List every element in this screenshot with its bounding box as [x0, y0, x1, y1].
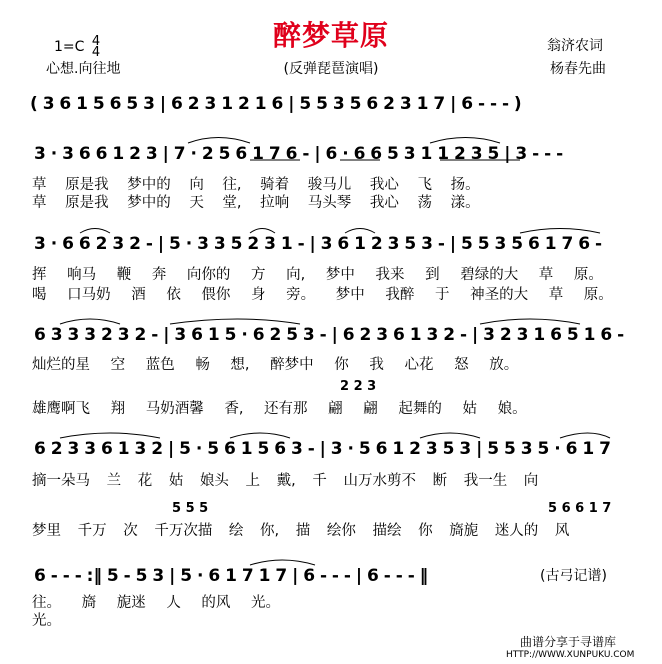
time-sig-top: 4	[91, 34, 101, 49]
notation-row-2: 3 · 3 6 6 1 2 3 | 7 · 2 5 6 1 7 6 - | 6 · 6 6 5 3 1 1 2 3 5 | 3 - - -	[34, 144, 564, 164]
lyric-row-5-verse-1: 摘一朵马 兰 花 姑 娘头 上 戴, 千 山万水剪不 断 我一生 向	[32, 473, 539, 489]
lyric-row-4-verse-2: 雄鹰啊飞 翔 马奶酒馨 香, 还有那 翩 翩 起舞的 姑 娘。	[32, 401, 527, 417]
footer-source: 曲谱分享于寻谱库	[520, 635, 617, 649]
lyricist: 翁济农词	[547, 38, 603, 54]
lyric-row-3-verse-1: 挥 响马 鞭 奔 向你的 方 向, 梦中 我来 到 碧绿的大 草 原。	[32, 267, 603, 283]
lyric-row-2-verse-1: 草 原是我 梦中的 向 往, 骑着 骏马儿 我心 飞 扬。	[32, 177, 480, 193]
notation-row-5: 6 2 3 3 6 1 3 2 | 5 · 5 6 1 5 6 3 - | 3 · 5 6 1 2 3 5 3 | 5 5 3 5 · 6 1 7	[34, 439, 611, 459]
lyric-row-5-verse-2: 梦里 千万 次 千万次描 绘 你, 描 绘你 描绘 你 旖旎 迷人的 风	[32, 523, 570, 539]
subtitle: (反弹琵琶演唱)	[283, 61, 379, 77]
notation-row-1: ( 3 6 1 5 6 5 3 | 6 2 3 1 2 1 6 | 5 5 3 5 6 2 3 1 7 | 6 - - - )	[30, 94, 522, 114]
notation-row-6: 6 - - - :‖ 5 - 5 3 | 5 · 6 1 7 1 7 | 6 - - - | 6 - - - ‖	[34, 566, 429, 586]
notation-note: (古弓记谱)	[540, 568, 607, 584]
lyric-row-3-verse-2: 喝 口马奶 酒 依 偎你 身 旁。 梦中 我醉 于 神圣的大 草 原。	[32, 287, 613, 303]
upper-notes-row-5-a: 5 5 5	[172, 501, 209, 516]
footer-url: HTTP://WWW.XUNPUKU.COM	[506, 650, 635, 660]
lyric-row-6-verse-2: 光。	[32, 613, 61, 629]
key-label: 1=C	[54, 39, 85, 55]
composer: 杨春先曲	[550, 61, 606, 77]
lyric-row-6-verse-1: 往。 旖 旎迷 人 的风 光。	[32, 595, 281, 611]
time-sig-bottom: 4	[91, 45, 101, 60]
notation-row-3: 3 · 6 6 2 3 2 - | 5 · 3 3 5 2 3 1 - | 3 6 1 2 3 5 3 - | 5 5 3 5 6 1 7 6 -	[34, 234, 603, 254]
notation-row-4: 6 3 3 3 2 3 2 - | 3 6 1 5 · 6 2 5 3 - | 6 2 3 6 1 3 2 - | 3 2 3 1 6 5 1 6 -	[34, 325, 625, 345]
upper-notes-row-4: 2 2 3	[340, 379, 377, 394]
upper-notes-row-5-b: 5 6 6 1 7	[548, 501, 612, 516]
lyric-row-2-verse-2: 草 原是我 梦中的 天 堂, 拉响 马头琴 我心 荡 漾。	[32, 195, 480, 211]
mood-marking: 心想.向往地	[46, 61, 121, 77]
page-title: 醉梦草原	[272, 19, 389, 52]
lyric-row-4-verse-1: 灿烂的星 空 蓝色 畅 想, 醉梦中 你 我 心花 怒 放。	[32, 357, 519, 373]
